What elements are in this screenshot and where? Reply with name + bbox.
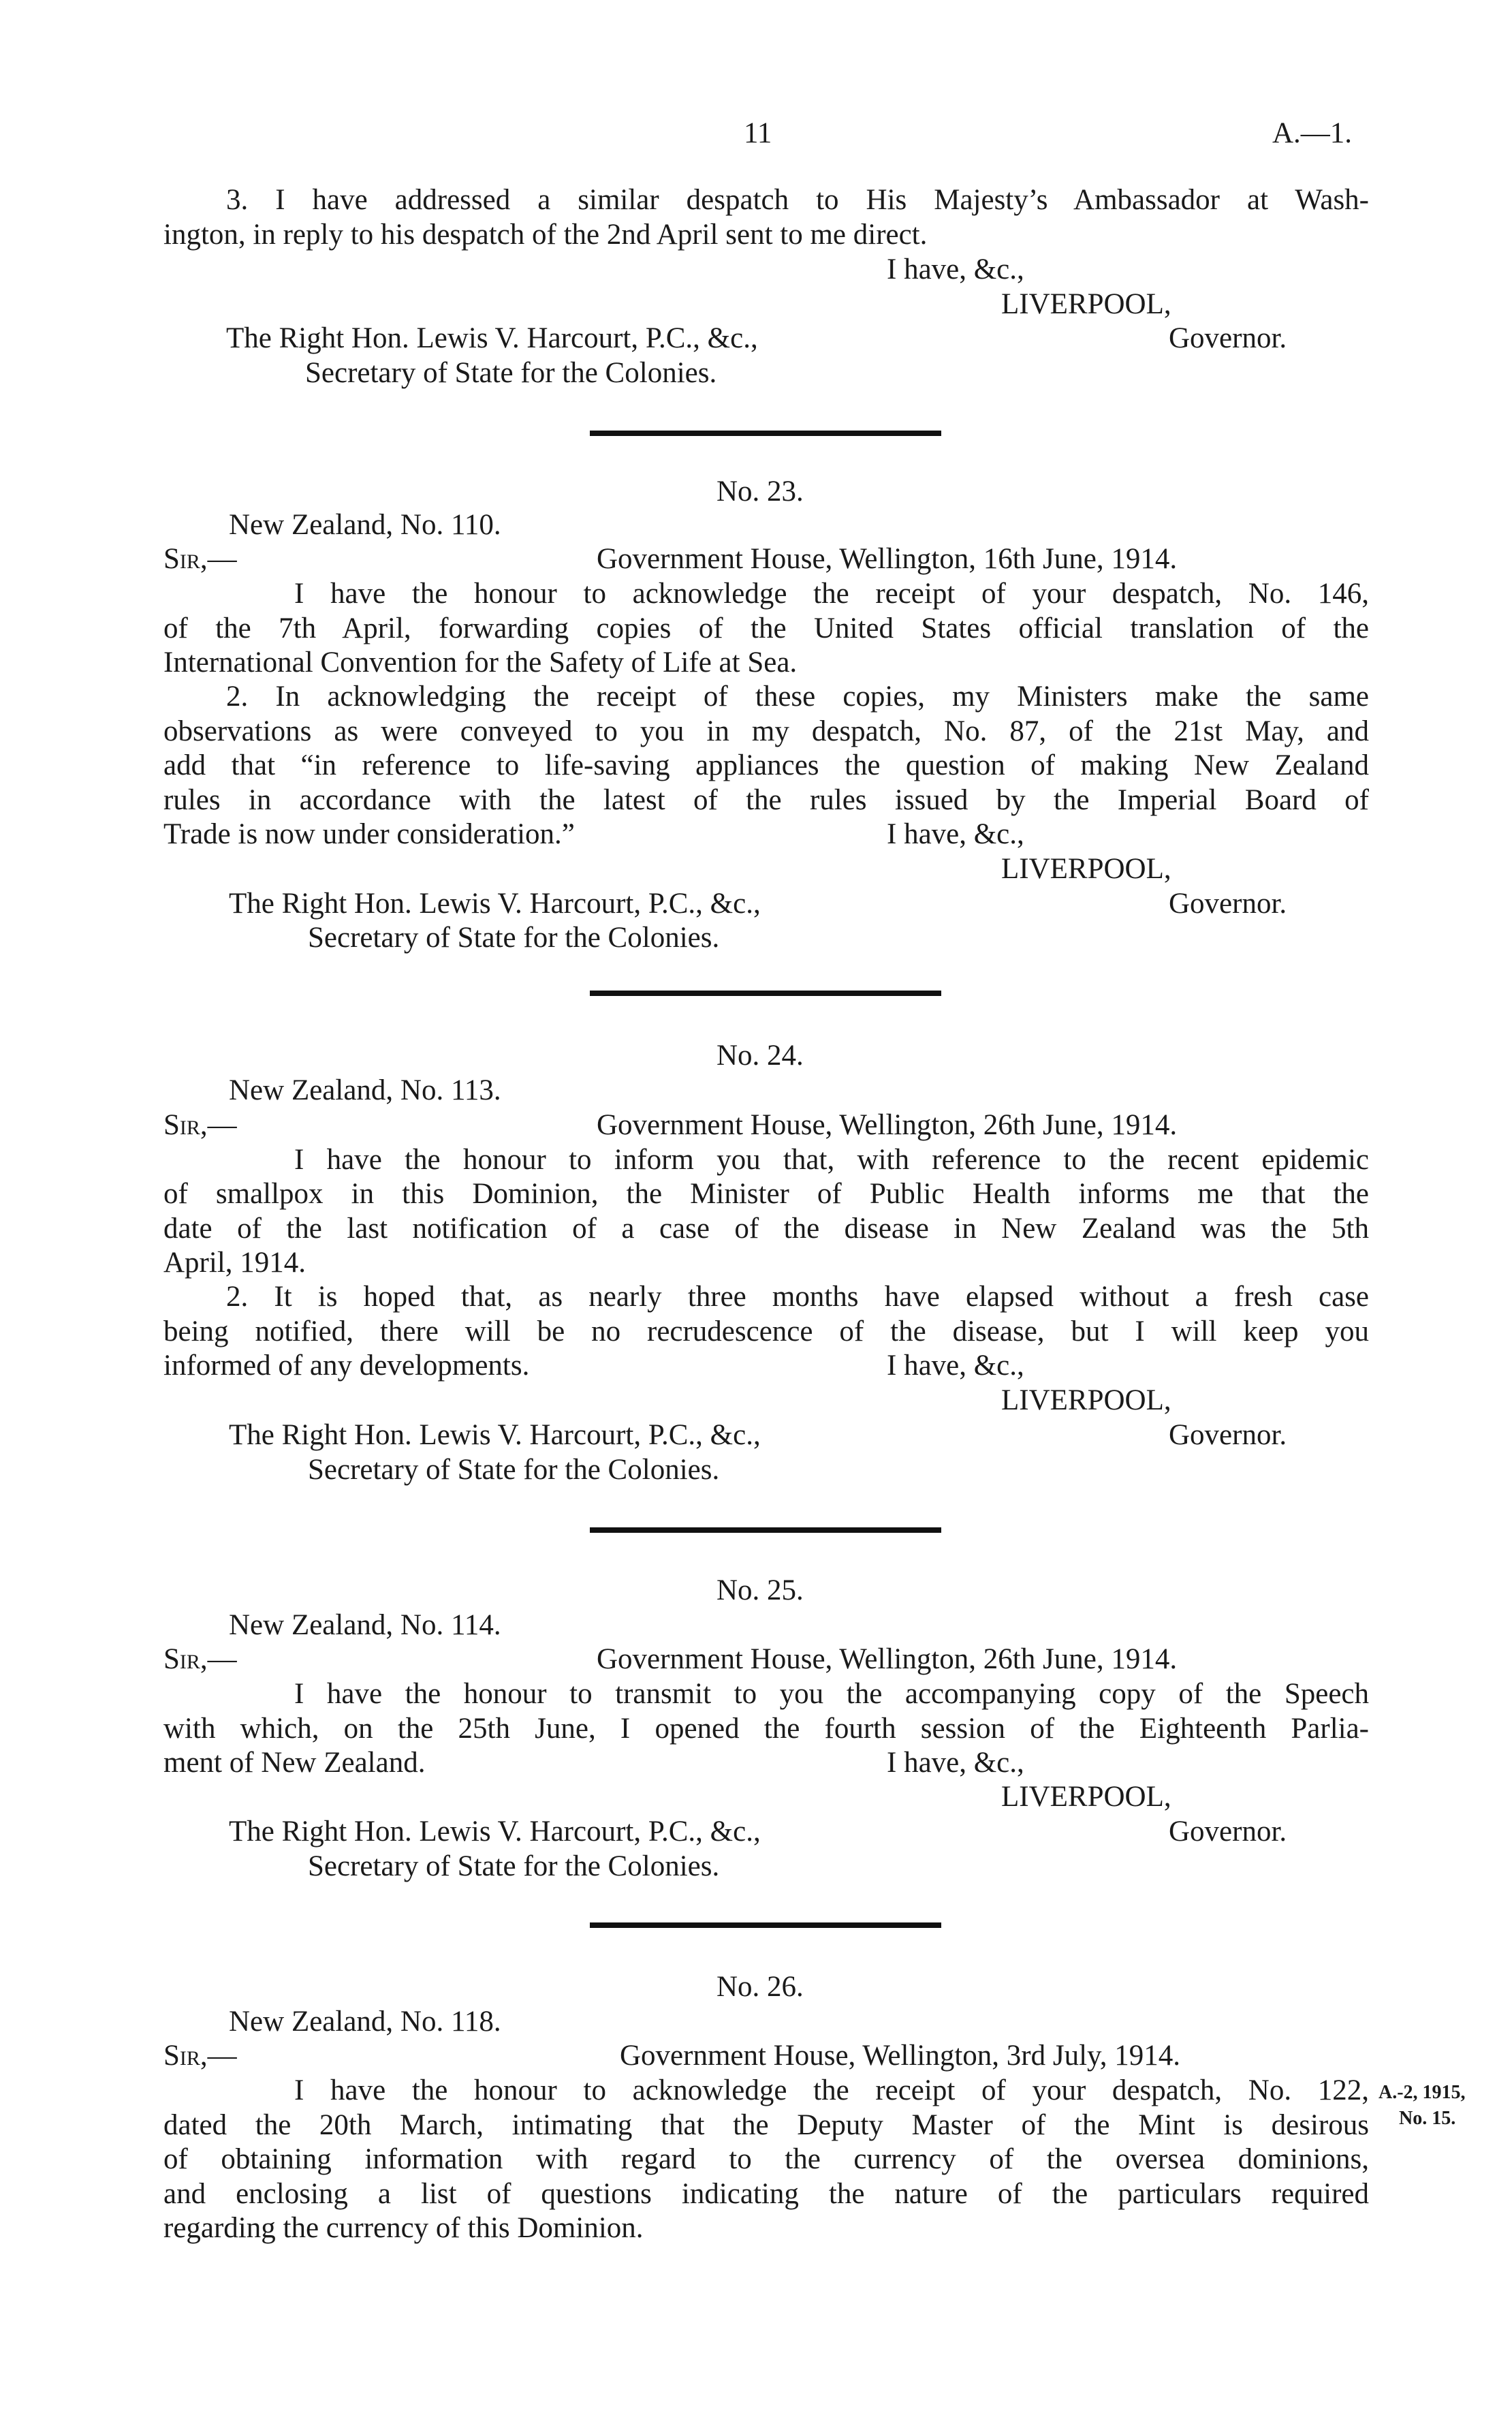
paragraph-line: Trade is now under consideration.”	[163, 818, 575, 850]
paragraph-line: of smallpox in this Dominion, the Minister of Public Health informs me that the	[163, 1178, 1369, 1210]
letter-ref: New Zealand, No. 110.	[229, 509, 501, 541]
paragraph-line: add that “in reference to life-saving appliances the question of making New Zealand	[163, 749, 1369, 781]
signature: LIVERPOOL,	[1001, 853, 1171, 885]
addressee-title: Secretary of State for the Colonies.	[308, 1454, 720, 1486]
paragraph-line: ment of New Zealand.	[163, 1747, 426, 1779]
governor-title: Governor.	[1169, 1419, 1287, 1451]
addressee-title: Secretary of State for the Colonies.	[308, 922, 720, 954]
letter-ref: New Zealand, No. 114.	[229, 1609, 501, 1641]
section-divider	[590, 991, 941, 996]
page-number: 11	[744, 117, 772, 149]
addressee: The Right Hon. Lewis V. Harcourt, P.C., &c.,	[229, 1419, 761, 1451]
paragraph-line: I have the honour to transmit to you the accompanying copy of the Speech	[294, 1678, 1369, 1710]
paragraph-line: 2. It is hoped that, as nearly three months have elapsed without a fresh case	[226, 1281, 1369, 1313]
paragraph-line: I have the honour to inform you that, with reference to the recent epidemic	[294, 1144, 1369, 1176]
letter-number: No. 24.	[716, 1040, 804, 1072]
salutation: Sir,—	[163, 1109, 237, 1141]
paragraph-line: dated the 20th March, intimating that the Deputy Master of the Mint is desirous	[163, 2109, 1369, 2141]
paragraph-line: International Convention for the Safety of Life at Sea.	[163, 647, 798, 679]
addressee: The Right Hon. Lewis V. Harcourt, P.C., &c.,	[229, 1816, 761, 1848]
letter-origin: Government House, Wellington, 16th June, 1914.	[597, 543, 1178, 575]
salutation: Sir,—	[163, 2040, 237, 2072]
paragraph-line: April, 1914.	[163, 1247, 306, 1279]
letter-origin: Government House, Wellington, 26th June, 1914.	[597, 1109, 1178, 1141]
closing: I have, &c.,	[887, 253, 1024, 285]
margin-note: A.-2, 1915,	[1379, 2082, 1466, 2103]
closing: I have, &c.,	[887, 1350, 1024, 1382]
paragraph-line: informed of any developments.	[163, 1350, 530, 1382]
paragraph-line: regarding the currency of this Dominion.	[163, 2212, 644, 2244]
closing: I have, &c.,	[887, 1747, 1024, 1779]
paragraph-line: with which, on the 25th June, I opened the fourth session of the Eighteenth Parlia-	[163, 1713, 1369, 1745]
intro-paragraph-line: 3. I have addressed a similar despatch to His Majesty’s Ambassador at Wash-	[226, 184, 1369, 216]
addressee-title: Secretary of State for the Colonies.	[308, 1850, 720, 1882]
paragraph-line: rules in accordance with the latest of the rules issued by the Imperial Board of	[163, 784, 1369, 816]
paragraph-line: 2. In acknowledging the receipt of these copies, my Ministers make the same	[226, 681, 1369, 713]
document-reference: A.—1.	[1272, 117, 1353, 149]
section-divider	[590, 1527, 941, 1533]
letter-origin: Government House, Wellington, 26th June, 1914.	[597, 1643, 1178, 1675]
paragraph-line: of the 7th April, forwarding copies of the United States official translation of the	[163, 612, 1369, 644]
signature: LIVERPOOL,	[1001, 288, 1171, 320]
letter-number: No. 25.	[716, 1574, 804, 1606]
intro-paragraph-line: ington, in reply to his despatch of the 2nd April sent to me direct.	[163, 219, 928, 251]
paragraph-line: observations as were conveyed to you in my despatch, No. 87, of the 21st May, and	[163, 715, 1369, 747]
section-divider	[590, 431, 941, 436]
salutation: Sir,—	[163, 543, 237, 575]
governor-title: Governor.	[1169, 1816, 1287, 1848]
addressee-title: Secretary of State for the Colonies.	[305, 357, 717, 389]
salutation: Sir,—	[163, 1643, 237, 1675]
letter-number: No. 26.	[716, 1971, 804, 2003]
paragraph-line: of obtaining information with regard to the currency of the oversea dominions,	[163, 2143, 1369, 2175]
signature: LIVERPOOL,	[1001, 1384, 1171, 1416]
paragraph-line: and enclosing a list of questions indicating the nature of the particulars required	[163, 2178, 1369, 2210]
paragraph-line: date of the last notification of a case of the disease in New Zealand was the 5th	[163, 1213, 1369, 1245]
paragraph-line: being notified, there will be no recrudescence of the disease, but I will keep you	[163, 1315, 1369, 1348]
paragraph-line: I have the honour to acknowledge the receipt of your despatch, No. 146,	[294, 578, 1369, 610]
letter-origin: Government House, Wellington, 3rd July, 1914.	[620, 2040, 1181, 2072]
closing: I have, &c.,	[887, 818, 1024, 850]
letter-number: No. 23.	[716, 476, 804, 508]
letter-ref: New Zealand, No. 113.	[229, 1074, 501, 1106]
paragraph-line: I have the honour to acknowledge the receipt of your despatch, No. 122,	[294, 2074, 1369, 2106]
governor-title: Governor.	[1169, 322, 1287, 354]
margin-note: No. 15.	[1399, 2108, 1456, 2129]
signature: LIVERPOOL,	[1001, 1781, 1171, 1813]
letter-ref: New Zealand, No. 118.	[229, 2006, 501, 2038]
governor-title: Governor.	[1169, 888, 1287, 920]
addressee: The Right Hon. Lewis V. Harcourt, P.C., &c.,	[226, 322, 758, 354]
section-divider	[590, 1922, 941, 1928]
addressee: The Right Hon. Lewis V. Harcourt, P.C., &c.,	[229, 888, 761, 920]
